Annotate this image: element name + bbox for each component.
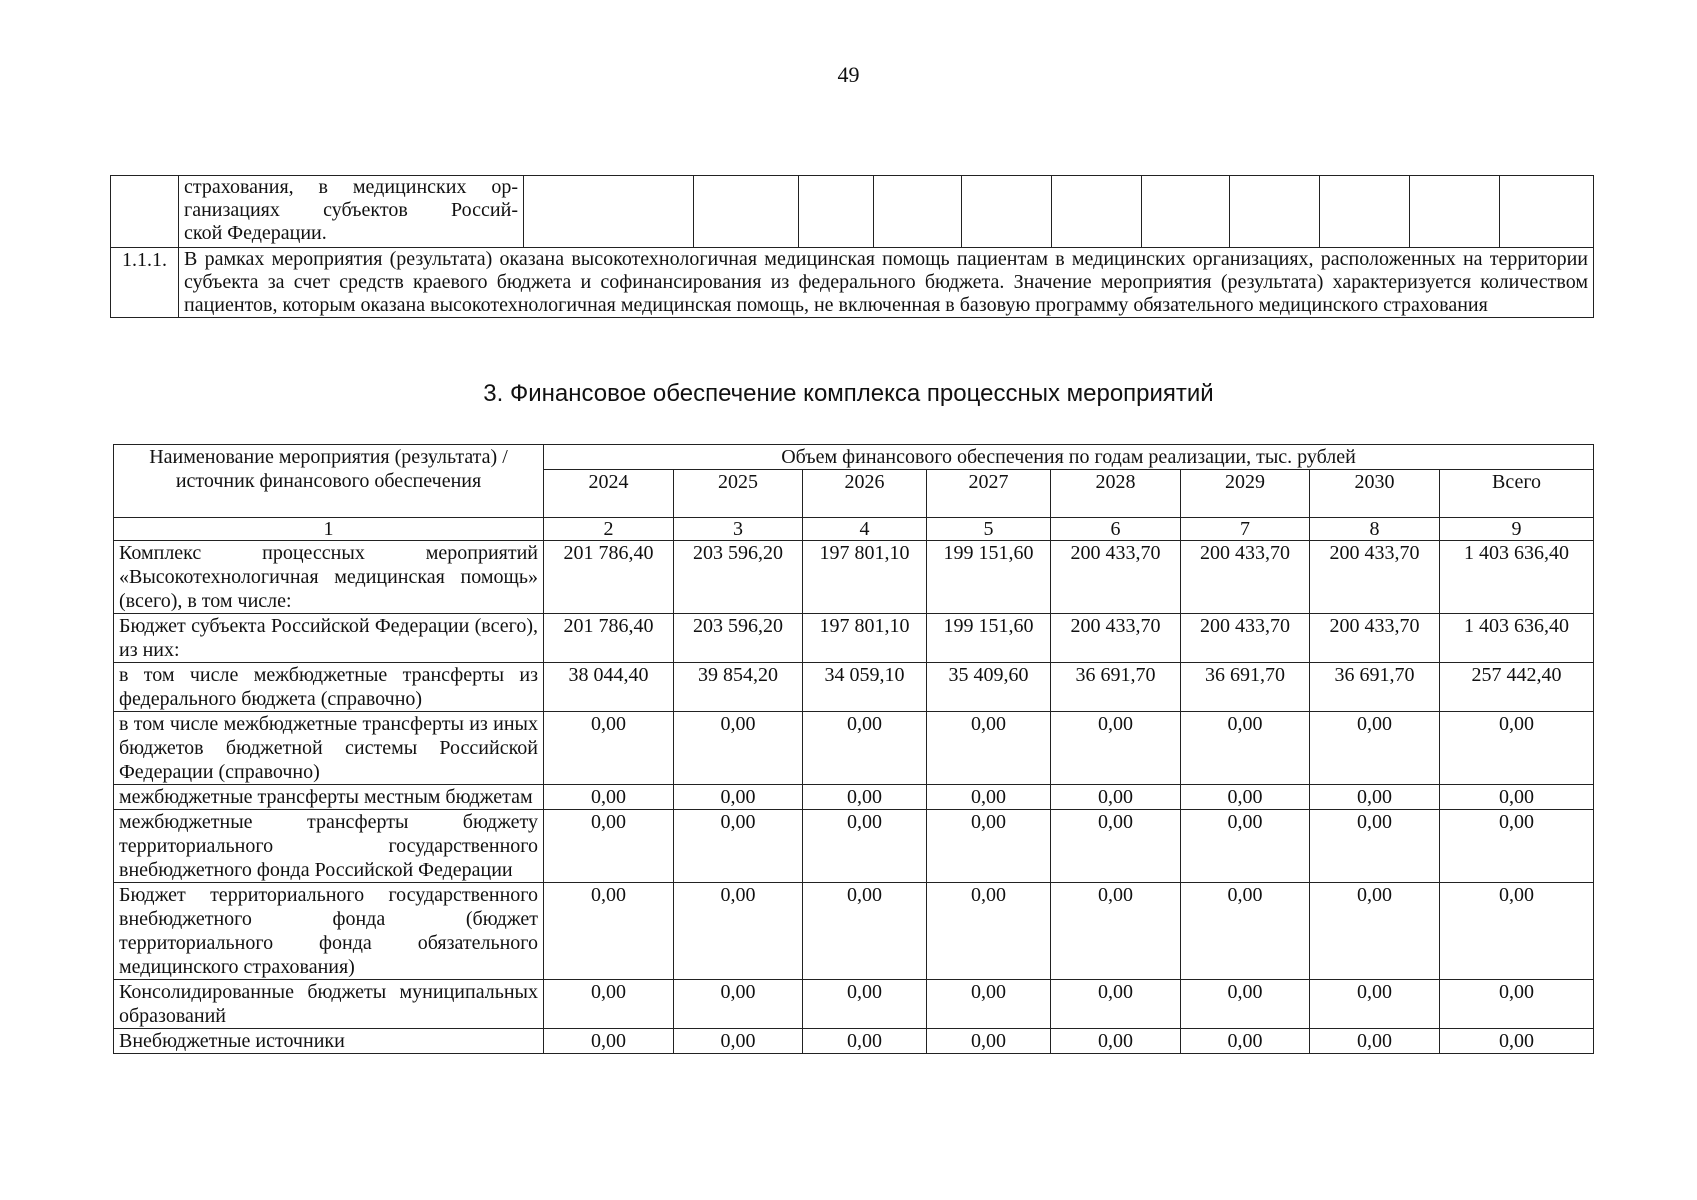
row-value: 36 691,70	[1051, 663, 1181, 712]
row-value: 0,00	[1310, 980, 1440, 1029]
row-value: 0,00	[1440, 712, 1594, 785]
row-value: 0,00	[1440, 785, 1594, 810]
row-value: 199 151,60	[927, 614, 1051, 663]
table-row	[114, 785, 1594, 810]
continuation-prev-row	[111, 176, 1594, 248]
header-group: Объем финансового обеспечения по годам реализации, тыс. рублей	[544, 445, 1594, 470]
row-value: 0,00	[1440, 1029, 1594, 1054]
row-name: Комплекс процессных мероприятий «Высокотехнологичная медицинская помощь» (всего), в том числе:	[114, 541, 544, 614]
row-value: 199 151,60	[927, 541, 1051, 614]
column-index: 7	[1181, 518, 1310, 541]
table-row	[114, 614, 1594, 663]
row-value: 200 433,70	[1181, 614, 1310, 663]
table-row	[114, 810, 1594, 883]
row-value: 200 433,70	[1051, 541, 1181, 614]
row-value: 0,00	[674, 883, 803, 980]
row-name: в том числе межбюджетные трансферты из иных бюджетов бюджетной системы Российской Федерации (справочно)	[114, 712, 544, 785]
header-total: Всего	[1440, 470, 1594, 518]
row-value: 0,00	[803, 883, 927, 980]
row-value: 0,00	[1310, 712, 1440, 785]
table-row	[114, 712, 1594, 785]
column-index: 1	[114, 518, 544, 541]
section-title: 3. Финансовое обеспечение комплекса процессных мероприятий	[483, 380, 1214, 407]
row-value: 0,00	[1051, 980, 1181, 1029]
row-value: 34 059,10	[803, 663, 927, 712]
row-name: в том числе межбюджетные трансферты из федерального бюджета (справочно)	[114, 663, 544, 712]
row-value: 0,00	[544, 712, 674, 785]
item-number: 1.1.1.	[111, 248, 179, 318]
row-value: 1 403 636,40	[1440, 614, 1594, 663]
continuation-prev-text: страхования, в медицинских ор- ганизациях субъектов Россий- ской Федерации.	[179, 176, 524, 248]
row-value: 0,00	[1051, 1029, 1181, 1054]
row-value: 0,00	[803, 1029, 927, 1054]
row-value: 203 596,20	[674, 541, 803, 614]
row-value: 0,00	[1181, 980, 1310, 1029]
column-index: 9	[1440, 518, 1594, 541]
table-row	[114, 1029, 1594, 1054]
row-value: 0,00	[1440, 980, 1594, 1029]
row-value: 0,00	[803, 712, 927, 785]
item-row	[111, 248, 1594, 318]
row-value: 0,00	[927, 980, 1051, 1029]
row-value: 0,00	[1181, 883, 1310, 980]
row-value: 0,00	[674, 1029, 803, 1054]
row-value: 0,00	[1051, 883, 1181, 980]
row-value: 200 433,70	[1051, 614, 1181, 663]
row-value: 0,00	[1440, 883, 1594, 980]
row-value: 0,00	[1310, 883, 1440, 980]
row-value: 39 854,20	[674, 663, 803, 712]
row-value: 0,00	[803, 980, 927, 1029]
row-value: 0,00	[1310, 785, 1440, 810]
row-value: 0,00	[1051, 712, 1181, 785]
header-year: 2030	[1310, 470, 1440, 518]
row-value: 200 433,70	[1181, 541, 1310, 614]
row-value: 0,00	[1181, 712, 1310, 785]
header-name-column: Наименование мероприятия (результата) / источник финансового обеспечения	[114, 445, 544, 518]
header-year: 2027	[927, 470, 1051, 518]
row-value: 0,00	[674, 810, 803, 883]
row-name: межбюджетные трансферты бюджету территориального государственного внебюджетного фонда Российской Федерации	[114, 810, 544, 883]
row-value: 0,00	[927, 785, 1051, 810]
row-name: Бюджет субъекта Российской Федерации (всего), из них:	[114, 614, 544, 663]
row-value: 0,00	[544, 980, 674, 1029]
column-index: 3	[674, 518, 803, 541]
header-year: 2024	[544, 470, 674, 518]
financing-table	[113, 444, 1594, 1054]
column-index: 2	[544, 518, 674, 541]
row-name: Бюджет территориального государственного внебюджетного фонда (бюджет территориального фонда обязательного медицинского страхования)	[114, 883, 544, 980]
row-value: 0,00	[927, 883, 1051, 980]
row-value: 0,00	[674, 980, 803, 1029]
row-value: 0,00	[1181, 810, 1310, 883]
row-value: 0,00	[1440, 810, 1594, 883]
row-value: 0,00	[1310, 810, 1440, 883]
row-value: 197 801,10	[803, 614, 927, 663]
row-value: 38 044,40	[544, 663, 674, 712]
row-value: 201 786,40	[544, 541, 674, 614]
row-value: 0,00	[927, 1029, 1051, 1054]
row-value: 0,00	[544, 785, 674, 810]
row-name: Консолидированные бюджеты муниципальных образований	[114, 980, 544, 1029]
column-index: 4	[803, 518, 927, 541]
row-value: 36 691,70	[1310, 663, 1440, 712]
continuation-table	[110, 175, 1594, 318]
table-row	[114, 541, 1594, 614]
header-year: 2025	[674, 470, 803, 518]
column-index: 8	[1310, 518, 1440, 541]
row-value: 0,00	[544, 883, 674, 980]
row-value: 0,00	[803, 785, 927, 810]
row-value: 0,00	[927, 712, 1051, 785]
row-value: 203 596,20	[674, 614, 803, 663]
row-value: 201 786,40	[544, 614, 674, 663]
column-index: 5	[927, 518, 1051, 541]
row-value: 197 801,10	[803, 541, 927, 614]
column-index-row	[114, 518, 1594, 541]
row-value: 0,00	[1181, 785, 1310, 810]
row-value: 0,00	[674, 712, 803, 785]
row-value: 200 433,70	[1310, 541, 1440, 614]
table-row	[114, 883, 1594, 980]
row-value: 0,00	[674, 785, 803, 810]
row-value: 35 409,60	[927, 663, 1051, 712]
column-index: 6	[1051, 518, 1181, 541]
row-name: Внебюджетные источники	[114, 1029, 544, 1054]
row-value: 257 442,40	[1440, 663, 1594, 712]
row-value: 200 433,70	[1310, 614, 1440, 663]
row-value: 36 691,70	[1181, 663, 1310, 712]
header-year: 2028	[1051, 470, 1181, 518]
row-name: межбюджетные трансферты местным бюджетам	[114, 785, 544, 810]
header-year: 2029	[1181, 470, 1310, 518]
row-value: 1 403 636,40	[1440, 541, 1594, 614]
row-value: 0,00	[927, 810, 1051, 883]
row-value: 0,00	[1051, 785, 1181, 810]
header-year: 2026	[803, 470, 927, 518]
row-value: 0,00	[1181, 1029, 1310, 1054]
row-value: 0,00	[544, 1029, 674, 1054]
item-description: В рамках мероприятия (результата) оказана высокотехнологичная медицинская помощь пациентам в медицинских организациях, расположенных на территории субъекта за счет средств краевого бюджета и софинансирования из федерального бюджета. Значение мероприятия (результата) характеризуется количеством пациентов, которым оказана высокотехнологичная медицинская помощь, не включенная в базовую программу обязательного медицинского страхования	[179, 248, 1594, 318]
page-number: 49	[837, 62, 860, 87]
row-value: 0,00	[1051, 810, 1181, 883]
table-row	[114, 663, 1594, 712]
row-value: 0,00	[544, 810, 674, 883]
financing-table-body	[114, 541, 1594, 1054]
row-value: 0,00	[803, 810, 927, 883]
table-row	[114, 980, 1594, 1029]
row-value: 0,00	[1310, 1029, 1440, 1054]
